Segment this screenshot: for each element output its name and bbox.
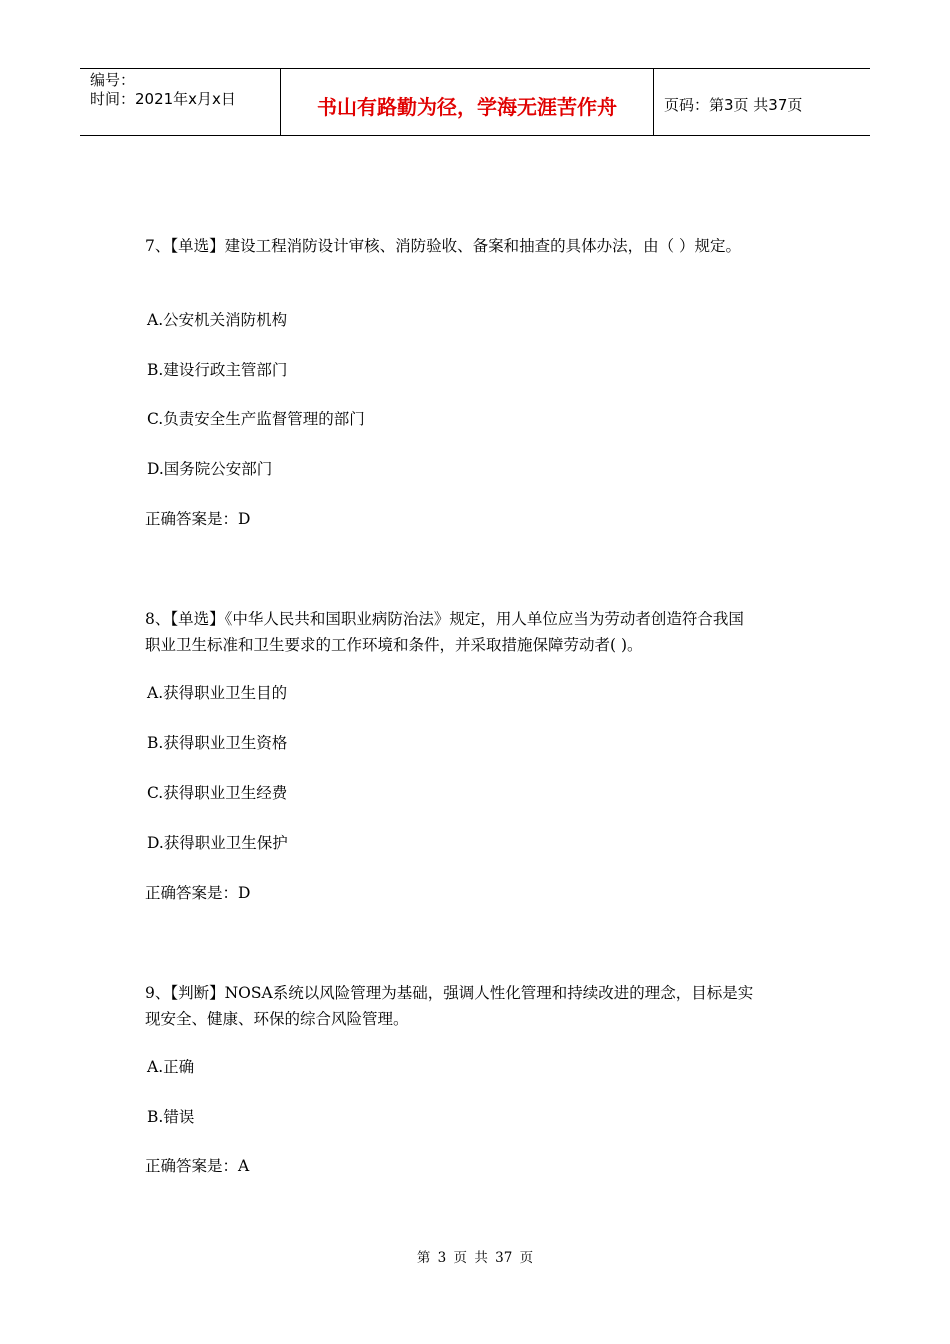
question-7-stem: 7、【单选】建设工程消防设计审核、消防验收、备案和抽查的具体办法，由（ ）规定。 bbox=[145, 237, 742, 255]
question-8-stem-line-1: 8、【单选】《中华人民共和国职业病防治法》规定，用人单位应当为劳动者创造符合我国 bbox=[145, 610, 744, 628]
header-meta bbox=[80, 69, 281, 135]
question-9-stem-line-2: 现安全、健康、环保的综合风险管理。 bbox=[145, 1010, 409, 1028]
question-8-answer: 正确答案是：D bbox=[145, 884, 251, 902]
question-7-option-a: A.公安机关消防机构 bbox=[147, 311, 288, 329]
question-7-option-b: B.建设行政主管部门 bbox=[147, 361, 288, 379]
question-9-option-b: B.错误 bbox=[147, 1108, 195, 1126]
question-9-stem bbox=[145, 980, 815, 1032]
question-9-option-a: A.正确 bbox=[147, 1058, 195, 1076]
page-header bbox=[80, 68, 870, 136]
question-7-answer: 正确答案是：D bbox=[145, 510, 251, 528]
header-page-number: 页码：第3页 共37页 bbox=[664, 95, 803, 114]
question-9-answer: 正确答案是：A bbox=[145, 1157, 250, 1175]
doc-number-label: 编号： bbox=[90, 71, 136, 89]
header-motto: 书山有路勤为径，学海无涯苦作舟 bbox=[281, 69, 654, 135]
question-7-option-d: D.国务院公安部门 bbox=[147, 460, 273, 478]
question-8-option-a: A.获得职业卫生目的 bbox=[147, 684, 288, 702]
date-label: 时间：2021年x月x日 bbox=[90, 90, 236, 108]
question-8-stem bbox=[145, 606, 815, 658]
question-8-option-c: C.获得职业卫生经费 bbox=[147, 784, 288, 802]
question-7-option-c: C.负责安全生产监督管理的部门 bbox=[147, 410, 365, 428]
question-9-stem-line-1: 9、【判断】NOSA系统以风险管理为基础，强调人性化管理和持续改进的理念，目标是实 bbox=[145, 984, 754, 1002]
page-footer: 第 3 页 共 37 页 bbox=[416, 1250, 534, 1266]
question-8-option-d: D.获得职业卫生保护 bbox=[147, 834, 288, 852]
question-8-stem-line-2: 职业卫生标准和卫生要求的工作环境和条件，并采取措施保障劳动者( )。 bbox=[145, 636, 643, 654]
question-8-option-b: B.获得职业卫生资格 bbox=[147, 734, 288, 752]
